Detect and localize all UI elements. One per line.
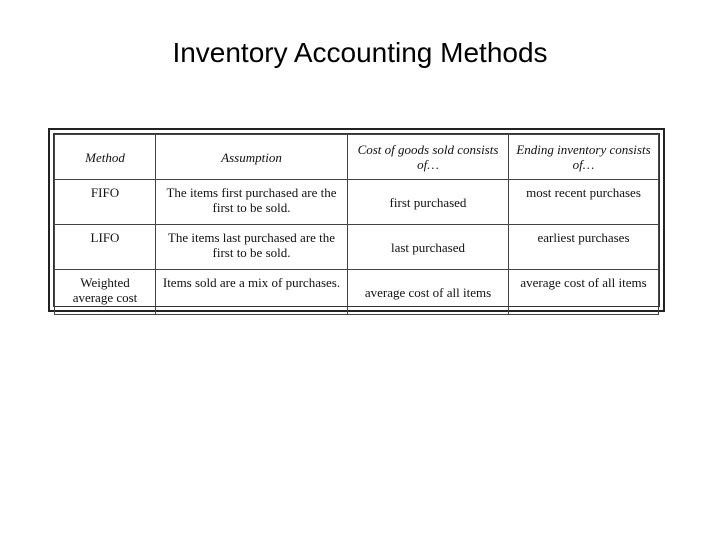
- assumption-cell: Items sold are a mix of purchases.: [156, 270, 348, 315]
- header-method: Method: [55, 135, 156, 180]
- ending-inventory-cell: earliest purchases: [509, 225, 659, 270]
- slide-title: Inventory Accounting Methods: [172, 37, 548, 68]
- cogs-cell: last purchased: [348, 225, 509, 270]
- method-cell: FIFO: [55, 180, 156, 225]
- ending-inventory-cell: average cost of all items: [509, 270, 659, 315]
- table-row: [55, 270, 659, 315]
- cogs-cell: average cost of all items: [348, 270, 509, 315]
- methods-table-image: [48, 128, 665, 312]
- method-cell: Weighted average cost: [55, 270, 156, 315]
- table-row: [55, 180, 659, 225]
- assumption-cell: The items last purchased are the first to be sold.: [156, 225, 348, 270]
- methods-table-border: [53, 133, 660, 307]
- method-cell: LIFO: [55, 225, 156, 270]
- table-row: [55, 225, 659, 270]
- table-header-row: [55, 135, 659, 180]
- header-assumption: Assumption: [156, 135, 348, 180]
- assumption-cell: The items first purchased are the first to be sold.: [156, 180, 348, 225]
- header-ending-inventory: Ending inventory consists of…: [509, 135, 659, 180]
- header-cogs: Cost of goods sold consists of…: [348, 135, 509, 180]
- methods-table: [54, 134, 659, 315]
- cogs-cell: first purchased: [348, 180, 509, 225]
- ending-inventory-cell: most recent purchases: [509, 180, 659, 225]
